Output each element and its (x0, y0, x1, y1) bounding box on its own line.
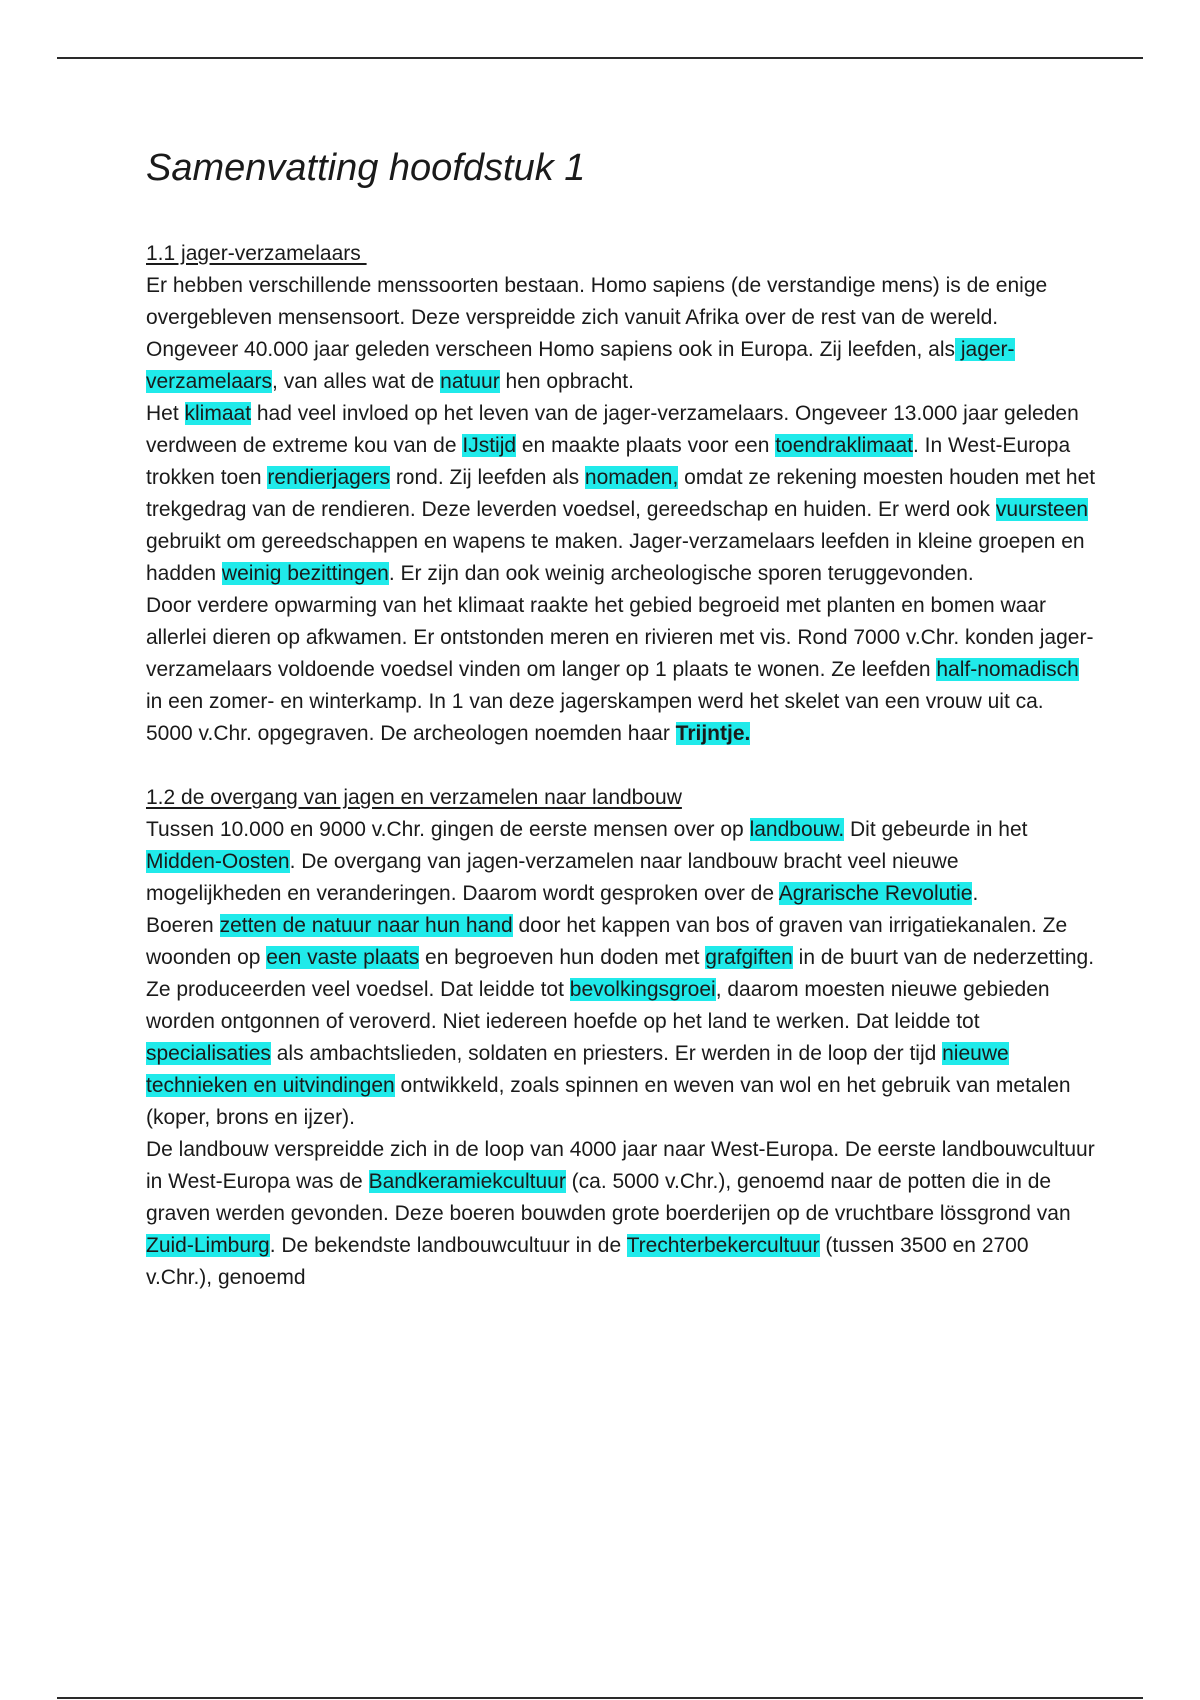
highlighted-term: IJstijd (462, 434, 517, 457)
text-run: . (972, 882, 979, 905)
paragraph (146, 910, 1096, 1134)
text-run: , daarom moesten nieuwe gebieden worden ontgonnen of veroverd. Niet iedereen hoefde op het land te werken. Dat leidde tot (146, 978, 1050, 1033)
paragraph (146, 398, 1096, 590)
text-run: en maakte plaats voor een (516, 434, 776, 457)
highlighted-term: toendraklimaat (775, 434, 913, 457)
text-run: De landbouw verspreidde zich in de loop van 4000 jaar naar West-Europa. De eerste landbouwcultuur in West-Europa was de (146, 1138, 1095, 1193)
paragraph (146, 1134, 1096, 1294)
highlighted-term: rendierjagers (267, 466, 390, 489)
bottom-rule (57, 1697, 1143, 1699)
text-run: . Er zijn dan ook weinig archeologische sporen teruggevonden. (388, 562, 974, 585)
text-run: Door verdere opwarming van het klimaat raakte het gebied begroeid met planten en bomen waar allerlei dieren op afkwamen. Er ontstonden meren en rivieren met vis. Rond 7000 v.Chr. konden jager-verzamelaars voldoende voedsel vinden om langer op 1 plaats te wonen. Ze leefden (146, 594, 1094, 681)
text-run: . De overgang van jagen-verzamelen naar landbouw bracht veel nieuwe mogelijkheden en veranderingen. Daarom wordt gesproken over de (146, 850, 959, 905)
highlighted-term: weinig bezittingen (221, 562, 389, 585)
highlighted-term: een vaste plaats (266, 946, 420, 969)
section-body (146, 270, 1096, 750)
text-run: had veel invloed op het leven van de jager-verzamelaars. Ongeveer 13.000 jaar geleden verdween de extreme kou van de (146, 402, 1079, 457)
text-run: gebruikt om gereedschappen en wapens te maken. Jager-verzamelaars leefden in kleine groepen en hadden (146, 530, 1085, 585)
highlighted-term: bevolkingsgroei (569, 978, 716, 1001)
highlighted-term: half-nomadisch (936, 658, 1079, 681)
section-2 (146, 782, 1096, 1294)
section-gap (146, 750, 1096, 782)
text-run: hen opbracht. (499, 370, 634, 393)
highlighted-term: Midden-Oosten (146, 850, 290, 873)
highlighted-term: Agrarische Revolutie (778, 882, 973, 905)
highlighted-term: Trijntje. (675, 722, 751, 745)
text-run: als ambachtslieden, soldaten en priesters. Er werden in de loop der tijd (270, 1042, 943, 1065)
highlighted-term: vuursteen (995, 498, 1089, 521)
text-run: ontwikkeld, zoals spinnen en weven van wol en het gebruik van metalen (koper, brons en ijzer). (146, 1074, 1071, 1129)
text-run: door het kappen van bos of graven van irrigatiekanalen. Ze woonden op (146, 914, 1068, 969)
highlighted-term: specialisaties (146, 1042, 271, 1065)
text-run: (tussen 3500 en 2700 v.Chr.), genoemd (146, 1234, 1029, 1289)
text-run: omdat ze rekening moesten houden met het trekgedrag van de rendieren. Deze leverden voedsel, gereedschap en huiden. Er werd ook (146, 466, 1096, 521)
text-run: Boeren (146, 914, 220, 937)
highlighted-term: grafgiften (705, 946, 793, 969)
paragraph (146, 270, 1096, 398)
highlighted-term: jager-verzamelaars (146, 338, 1015, 393)
section-heading: 1.1 jager-verzamelaars (146, 242, 367, 265)
text-run: en begroeven hun doden met (419, 946, 706, 969)
text-run: Er hebben verschillende menssoorten bestaan. Homo sapiens (de verstandige mens) is de enige overgebleven mensensoort. Deze verspreidde zich vanuit Afrika over de rest van de wereld. Ongeveer 40.000 jaar geleden verscheen Homo sapiens ook in Europa. Zij leefden, als (146, 274, 1048, 361)
text-run: . In West-Europa trokken toen (146, 434, 1071, 489)
highlighted-term: zetten de natuur naar hun hand (219, 914, 513, 937)
paragraph (146, 814, 1096, 910)
section-body (146, 814, 1096, 1294)
text-run: . De bekendste landbouwcultuur in de (269, 1234, 627, 1257)
text-run: , van alles wat de (272, 370, 441, 393)
highlighted-term: natuur (440, 370, 500, 393)
section-1 (146, 238, 1096, 750)
text-run: Tussen 10.000 en 9000 v.Chr. gingen de eerste mensen over op (146, 818, 750, 841)
highlighted-term: landbouw. (749, 818, 845, 841)
highlighted-term: Zuid-Limburg (146, 1234, 270, 1257)
highlighted-term: Trechterbekercultuur (626, 1234, 820, 1257)
text-run: Het (146, 402, 185, 425)
text-run: in een zomer- en winterkamp. In 1 van deze jagerskampen werd het skelet van een vrouw uit ca. 5000 v.Chr. opgegraven. De archeologen noemden haar (146, 690, 1044, 745)
text-run: rond. Zij leefden als (389, 466, 585, 489)
document-body (146, 138, 1096, 1294)
highlighted-term: nomaden, (584, 466, 679, 489)
highlighted-term: nieuwe technieken en uitvindingen (146, 1042, 1009, 1097)
text-run: Dit gebeurde in het (844, 818, 1028, 841)
highlighted-term: klimaat (184, 402, 252, 425)
top-rule (57, 57, 1143, 59)
document-title: Samenvatting hoofdstuk 1 (146, 147, 586, 189)
paragraph (146, 590, 1096, 750)
section-heading: 1.2 de overgang van jagen en verzamelen naar landbouw (146, 786, 682, 809)
text-run: (ca. 5000 v.Chr.), genoemd naar de potten die in de graven werden gevonden. Deze boeren bouwden grote boerderijen op de vruchtbare lössgrond van (146, 1170, 1071, 1225)
highlighted-term: Bandkeramiekcultuur (368, 1170, 566, 1193)
text-run: in de buurt van de nederzetting. Ze produceerden veel voedsel. Dat leidde tot (146, 946, 1095, 1001)
